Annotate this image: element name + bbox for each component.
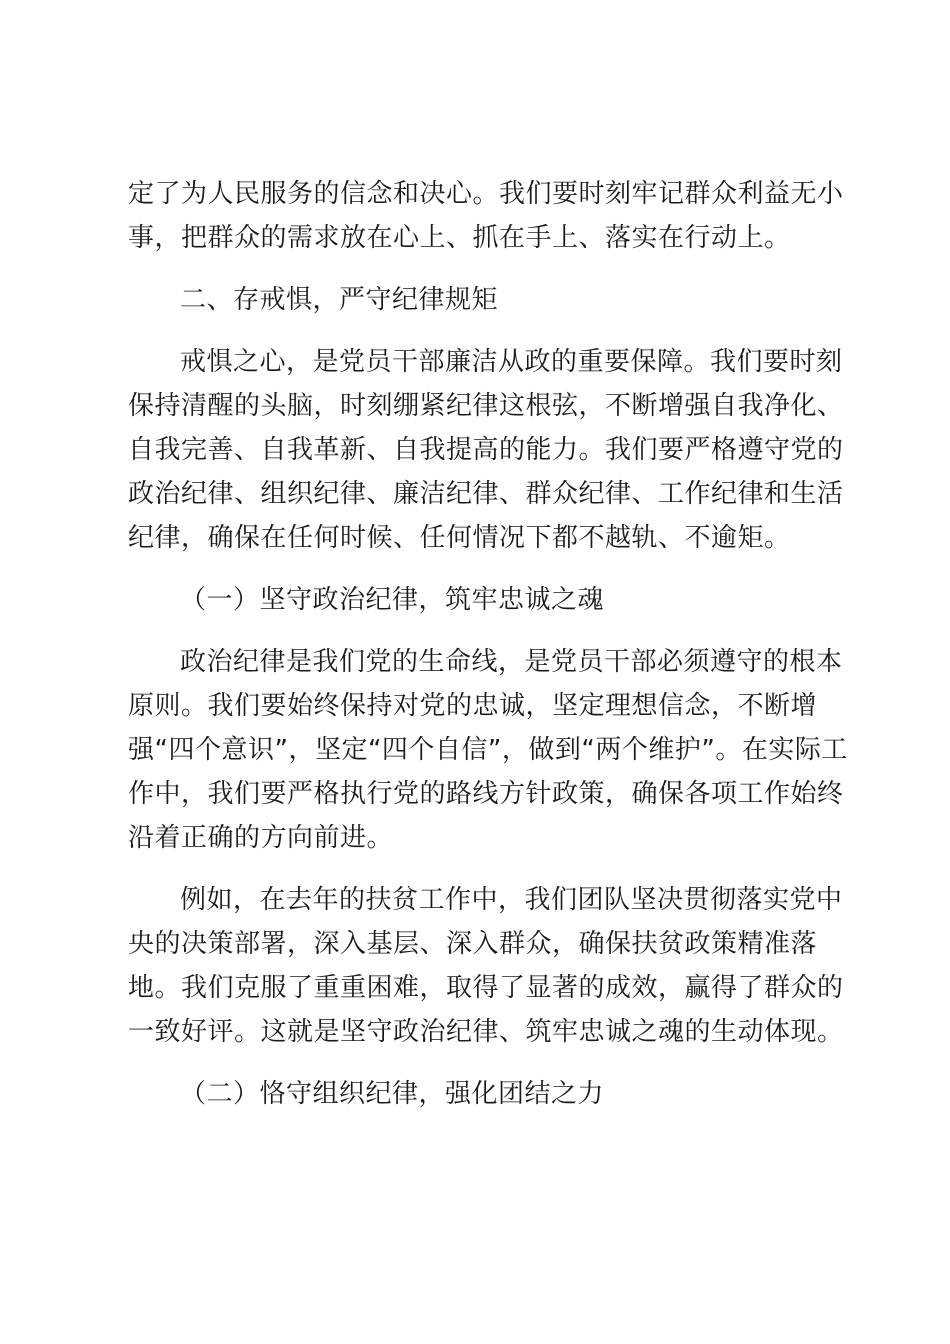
paragraph-line: 纪律，确保在任何时候、任何情况下都不越轨、不逾矩。 xyxy=(128,523,791,553)
paragraph-line: 自我完善、自我革新、自我提高的能力。我们要严格遵守党的 xyxy=(128,435,844,465)
paragraph-line: 强“四个意识”，坚定“四个自信”，做到“两个维护”。在实际工 xyxy=(128,735,848,765)
paragraph-line: 一致好评。这就是坚守政治纪律、筑牢忠诚之魂的生动体现。 xyxy=(128,1017,844,1047)
paragraph-line: 事，把群众的需求放在心上、抓在手上、落实在行动上。 xyxy=(128,223,791,253)
paragraph-line: 地。我们克服了重重困难，取得了显著的成效，赢得了群众的 xyxy=(128,973,844,1003)
subsection-heading: （二）恪守组织纪律，强化团结之力 xyxy=(180,1079,605,1109)
paragraph-line: 政治纪律是我们党的生命线，是党员干部必须遵守的根本 xyxy=(180,647,843,677)
subsection-heading: （一）坚守政治纪律，筑牢忠诚之魂 xyxy=(180,585,605,615)
paragraph-line: 戒惧之心，是党员干部廉洁从政的重要保障。我们要时刻 xyxy=(180,347,843,377)
paragraph-line: 例如，在去年的扶贫工作中，我们团队坚决贯彻落实党中 xyxy=(180,885,843,915)
paragraph-line: 保持清醒的头脑，时刻绷紧纪律这根弦，不断增强自我净化、 xyxy=(128,391,844,421)
paragraph-line: 央的决策部署，深入基层、深入群众，确保扶贫政策精准落 xyxy=(128,929,818,959)
section-heading: 二、存戒惧，严守纪律规矩 xyxy=(180,285,499,315)
paragraph-line: 原则。我们要始终保持对党的忠诚，坚定理想信念，不断增 xyxy=(128,691,818,721)
paragraph-line: 作中，我们要严格执行党的路线方针政策，确保各项工作始终 xyxy=(128,779,844,809)
paragraph-line: 沿着正确的方向前进。 xyxy=(128,823,394,853)
paragraph-line: 政治纪律、组织纪律、廉洁纪律、群众纪律、工作纪律和生活 xyxy=(128,479,844,509)
paragraph-line: 定了为人民服务的信念和决心。我们要时刻牢记群众利益无小 xyxy=(128,179,844,209)
